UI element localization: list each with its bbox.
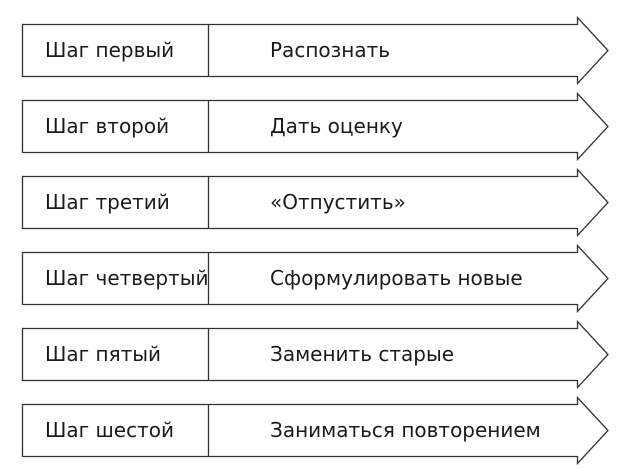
step-value: «Отпустить» bbox=[270, 190, 406, 214]
step-value: Заменить старые bbox=[270, 342, 455, 366]
step-value: Дать оценку bbox=[270, 114, 403, 138]
step-row-1 bbox=[0, 24, 621, 77]
step-value: Заниматься повторением bbox=[270, 418, 541, 442]
step-label: Шаг второй bbox=[45, 114, 170, 138]
step-value: Распознать bbox=[270, 38, 391, 62]
step-row-5 bbox=[0, 328, 621, 381]
step-label: Шаг четвертый bbox=[45, 266, 209, 290]
step-label: Шаг шестой bbox=[45, 418, 174, 442]
step-row-4 bbox=[0, 252, 621, 305]
step-row-6 bbox=[0, 404, 621, 457]
step-label: Шаг третий bbox=[45, 190, 170, 214]
step-label: Шаг первый bbox=[45, 38, 175, 62]
step-row-3 bbox=[0, 176, 621, 229]
step-label: Шаг пятый bbox=[45, 342, 162, 366]
step-value: Сформулировать новые bbox=[270, 266, 523, 290]
step-row-2 bbox=[0, 100, 621, 153]
